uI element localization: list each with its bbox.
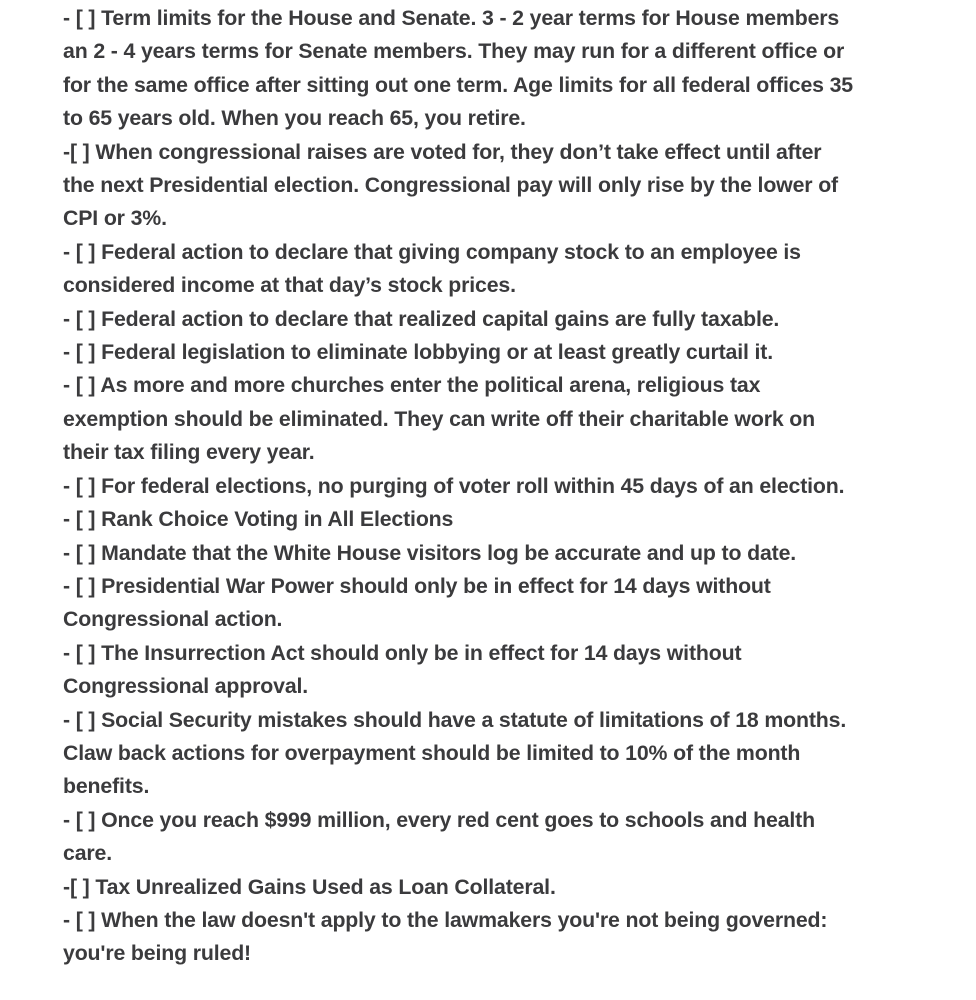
checklist-item-insurrection-act[interactable] <box>63 637 923 704</box>
text-line: - [ ] Once you reach $999 million, every red cent goes to schools and health <box>63 807 815 832</box>
text-line: - [ ] Federal action to declare that realized capital gains are fully taxable. <box>63 306 780 331</box>
text-line: their tax filing every year. <box>63 440 315 465</box>
text-line: - [ ] As more and more churches enter the political arena, religious tax <box>63 373 761 398</box>
text-line: - [ ] Rank Choice Voting in All Elections <box>63 507 454 532</box>
checklist-item-congressional-raises[interactable] <box>63 136 923 236</box>
text-line: the next Presidential election. Congressional pay will only rise by the lower of <box>63 173 838 198</box>
text-line: - [ ] The Insurrection Act should only be in effect for 14 days without <box>63 640 742 665</box>
text-line: benefits. <box>63 774 150 799</box>
text-line: - [ ] Presidential War Power should only be in effect for 14 days without <box>63 573 771 598</box>
text-line: - [ ] Federal legislation to eliminate lobbying or at least greatly curtail it. <box>63 340 774 365</box>
text-line: - [ ] For federal elections, no purging of voter roll within 45 days of an election. <box>63 473 845 498</box>
checklist-item-war-power[interactable] <box>63 570 923 637</box>
text-line: care. <box>63 841 112 866</box>
text-line: - [ ] Federal action to declare that giving company stock to an employee is <box>63 239 801 264</box>
text-line: -[ ] Tax Unrealized Gains Used as Loan Collateral. <box>63 874 556 899</box>
text-line: Congressional action. <box>63 607 283 632</box>
text-line: you're being ruled! <box>63 941 251 966</box>
text-line: Congressional approval. <box>63 674 309 699</box>
checklist-item-social-security[interactable] <box>63 704 923 804</box>
text-line: considered income at that day’s stock prices. <box>63 273 516 298</box>
checklist-item-voter-roll-purging[interactable] <box>63 470 923 503</box>
notes-document <box>63 2 923 971</box>
text-line: -[ ] When congressional raises are voted for, they don’t take effect until after <box>63 139 822 164</box>
text-line: - [ ] Social Security mistakes should have a statute of limitations of 18 months. <box>63 707 847 732</box>
text-line: CPI or 3%. <box>63 206 167 231</box>
checklist-item-capital-gains[interactable] <box>63 303 923 336</box>
text-line: Claw back actions for overpayment should be limited to 10% of the month <box>63 740 801 765</box>
checklist-item-religious-tax-exemption[interactable] <box>63 369 923 469</box>
checklist-item-lawmakers-quote[interactable] <box>63 904 923 971</box>
checklist-item-white-house-visitors-log[interactable] <box>63 537 923 570</box>
text-line: an 2 - 4 years terms for Senate members. They may run for a different office or <box>63 39 845 64</box>
text-line: - [ ] When the law doesn't apply to the lawmakers you're not being governed: <box>63 907 828 932</box>
text-line: to 65 years old. When you reach 65, you retire. <box>63 106 526 131</box>
checklist-item-company-stock-income[interactable] <box>63 236 923 303</box>
text-line: - [ ] Term limits for the House and Senate. 3 - 2 year terms for House members <box>63 6 840 30</box>
checklist-item-unrealized-gains[interactable] <box>63 871 923 904</box>
text-line: for the same office after sitting out one term. Age limits for all federal offices 35 <box>63 72 854 97</box>
checklist-item-lobbying[interactable] <box>63 336 923 369</box>
text-line: exemption should be eliminated. They can write off their charitable work on <box>63 406 816 431</box>
checklist-item-wealth-cap[interactable] <box>63 804 923 871</box>
text-line: - [ ] Mandate that the White House visitors log be accurate and up to date. <box>63 540 797 565</box>
checklist-item-term-limits[interactable] <box>63 2 923 136</box>
checklist-item-rank-choice-voting[interactable] <box>63 503 923 536</box>
